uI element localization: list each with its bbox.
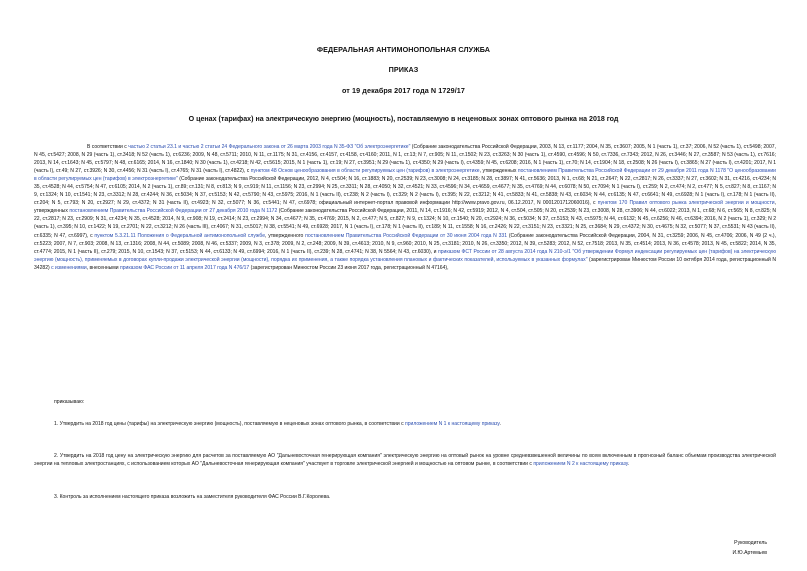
preamble-text-8: (Собрание законодательства Российской Федерации, 2004, N 31, ст.3259; 2006, N 45, ст.4706; 2006, N 49 (2 ч.), ст.5223; 2007, N 7, ст.903; 2008, N 13, ст.1316; 2008, N 44, ст.5089; 2008, N 46, ст.5337; 2009, N 3, ст.378; 2009, N 2, ст.248; 2009, N 39, ст.4613; 2010, N 9, ст.960; 2010, N 25, ст.3181; 2010, N 26, ст.3350; 2012, N 39, ст.5283; 2012, N 52, ст.7518; 2013, N 35, ст.4514; 2013, N 36, ст.4578; 2013, N 45, ст.5822; 2014, N 35, ст.4774; 2015, N 1 (часть II), ст.279; 2015, N 10, ст.1543; N 37, ст.5153; N 44, ст.6133; N 49, ст.6994; 2016, N 1 (часть II), ст.239; N 28, ст.4741; N 38, N 5564; N 43, ст.6030), и [34, 232, 776, 255]
link-appendix-2[interactable]: приложением N 2 к настоящему приказу [533, 461, 628, 468]
signature-role: Руководитель [734, 540, 767, 546]
preamble-text-9: (зарегистрирован Минюстом России 10 октября 2014 года, регистрационный N 34282) [34, 256, 776, 271]
preamble-text-5: , утвержденных [34, 200, 776, 215]
order-item-2 [34, 452, 776, 468]
signature-name: И.Ю.Артемьев [732, 550, 767, 556]
order-word: приказываю: [54, 399, 85, 405]
preamble-text-10: , внесенными [86, 264, 120, 271]
link-fst-order-210e1[interactable]: приказом ФСТ России от 28 августа 2014 года N 210-э/1 "Об утверждении Формул индексации регулируемых цен (тарифов) на электрическую энергию (мощность), применяемых в договорах купли-продажи электрической энергии (мощности), порядка их применения, а также порядка установления плановых и фактических показателей, используемых в указанных формулах" [34, 248, 776, 263]
preamble-text-1: В соответствии с [87, 144, 129, 150]
item2-text: 2. Утвердить на 2018 год цену на электрическую энергию для расчетов за поставляемую АО "Дальневосточная генерирующая компания" электрическую энергию на оптовый рынок на уровне средневзвешенной величины по всем включенным в прогнозный баланс объемам производства электрической энергии на тепловых электростанциях, с использованием которых АО "Дальневосточная генерирующая компания" участвует в торговле электрической энергией и мощностью на оптовом рынке, в соответствии с [34, 453, 776, 468]
link-decree-1172[interactable]: постановлением Правительства Российской Федерации от 27 декабря 2010 года N 1172 [69, 208, 278, 215]
item1-end: . [499, 421, 501, 427]
link-fas-order-476-17[interactable]: приказом ФАС России от 11 апреля 2017 года N 476/17 [120, 264, 250, 271]
document-title: О ценах (тарифах) на электрическую энергию (мощность), поставляемую в неценовых зонах оптового рынка на 2018 год [188, 115, 619, 123]
preamble-text-3: , утвержденных [479, 168, 518, 175]
preamble-paragraph [34, 143, 776, 272]
agency-name: ФЕДЕРАЛЬНАЯ АНТИМОНОПОЛЬНАЯ СЛУЖБА [316, 45, 491, 54]
link-federal-law-35fz[interactable]: частью 2 статьи 23.1 и частью 2 статьи 24 Федерального закона от 26 марта 2003 года N 35-ФЗ "Об электроэнергетике" [128, 144, 411, 150]
preamble-text-11: (зарегистрирован Минюстом России 23 июня 2017 года, регистрационный N 47164), [249, 264, 449, 271]
preamble-text-4: (Собрание законодательства Российской Федерации, 2012, N 4, ст.504; N 16, ст.1883; N 20, ст.2539; N 23, ст.3008; N 24, ст.3185; N 28, ст.3897; N 41, ст.5636; 2013, N 1, ст.68; N 21, ст.2647; N 22, ст.2817; N 26, ст.3337; N 27, ст.3602; N 31, ст.4216, ст.4234; N 35, ст.4528; N 44, ст.5754; N 47, ст.6105; 2014, N 2 (часть 1), ст.89; ст.131; N 8, ст.813; N 9, ст.919; N 11, ст.1156; N 23, ст.2994; N 25, ст.3311; N 28, ст.4050; N 32, ст.4521; N 33, ст.4596; N 34, ст.4659, ст.4677; N 35, ст.4769; N 44, ст.6078; N 50, ст.7094; N 1 (часть I), ст.259; N 2, ст.474; N 2, ст.477; N 5, ст.827; N 8, ст.1167; N 9, ст.1324; N 10, ст.1541; N 23, ст.3312; N 28, ст.4244; N 36, ст.5034; N 37, ст.5153; N 42, ст.5790; N 43, ст.5975; 2016, N 1 (часть II), ст.238; N 2 (часть I), ст.329; N 2 (часть I), ст.395; N 22, ст.3212; N 41, ст.5833; N 41, ст.5838; N 43, ст.6034; N 44, ст.6135; N 47, ст.6641; N 49, ст.6928; N 1 (часть I), ст.178; N 1 (часть II), ст.204; N 5, ст.793; N 20, ст.2927; N 29, ст.4372; N 31 (часть II), ст.4923; N 32, ст.5077; N 36, ст.5441; N 47, ст.6978; официальный интернет-портал правовой информации http://www.pravo.gov.ru, 06.12.2017, N 0001201712060016), с [34, 176, 776, 207]
link-decree-331[interactable]: постановлением Правительства Российской Федерации от 30 июня 2004 года N 331 [305, 232, 508, 239]
link-market-rules-p170[interactable]: пунктом 170 Правил оптового рынка электрической энергии и мощности [597, 200, 775, 207]
document-type: ПРИКАЗ [388, 65, 419, 74]
preamble-text-6: (Собрание законодательства Российской Федерации, 2011, N 14, ст.1916; N 42, ст.5919; 2012, N 4, ст.504, ст.505; N 20, ст.2539; N 23, ст.3008, N 28, ст.3906; N 44, ст.6022; 2013, N 1, ст.68; N 6, ст.565; N 8, ст.825; N 22, ст.2817; N 23, ст.2909; N 31, ст.4234; N 35, ст.4528; 2014, N 9, ст.908; N 19, ст.2414; N 23, ст.2994; N 34, ст.4677; N 35, ст.4769; 2015, N 2, ст.477; N 5, ст.827; N 9, ст.1324; N 10, ст.1540; N 20, ст.2924; N 36, ст.5034; N 37, ст.5153; N 43, ст.5975; N 44, ст.6132; N 45, ст.6256; N 46, ст.6394; 2016, N 2 (часть 1), ст.329; N 2 (часть 1), ст.395; N 10, ст.1422; N 19, ст.2701; N 22, ст.3212; N 26 (часть III), ст.4067; N 31, ст.5017; N 38, ст.5541; N 49, ст.6928; 2017, N 1 (часть I), ст.178; N 1 (часть II), ст.189; N 11, ст.1558; N 16, ст.2426; N 22, ст.3151; N 23, ст.3321; N 25, ст.3684; N 29, ст.4372; N 30, ст.4675; N 32, ст.5077; N 37, ст.5531; N 43 (часть II), ст.6335; N 47, ст.6997), с [34, 208, 776, 239]
document-date: от 19 декабря 2017 года N 1729/17 [341, 86, 465, 95]
item2-end: . [627, 461, 630, 468]
preamble-text-7: , утвержденного [265, 232, 306, 239]
order-item-1 [34, 420, 776, 428]
link-amendments[interactable]: с изменениями [51, 264, 87, 271]
item1-text: 1. Утвердить на 2018 год цены (тарифы) на электрическую энергию (мощность), поставляемую в неценовых зонах оптового рынка, в соответствии с [54, 421, 406, 427]
preamble-text-2: (Собрание законодательства Российской Федерации, 2003, N 13, ст.1177; 2004, N 35, ст.3607; 2005, N 1 (часть 1), ст.37; 2006, N 52 (часть 1), ст.5498; 2007, N 45, ст.5427; 2008, N 29 (часть 1), ст.3418; N 52 (часть 1), ст.6236; 2009, N 48, ст.5711; 2010, N 11, ст.1175; N 31, ст.4156, ст.4157, ст.4158, ст.4160; 2011, N 1, ст.13; N 7, ст.905; N 11, ст.1502; N 23, ст.3263; N 30 (часть 1), ст.4590, ст.4596; N 50, ст.7336, ст.7343; 2012, N 26, ст.3446; N 27, ст.3587; N 53 (часть 1), ст.7616; 2013, N 14, ст.1643; N 45, ст.5797; N 48, ст.6165; 2014, N 16, ст.1840; N 30 (часть 1), ст.4218; N 42, ст.5615; 2015, N 1 (часть 1), ст.19; N 27, ст.3951; N 29 (часть 1), ст.4350; N 29 (часть I), ст.4359; N 45, ст.6208; 2016, N 1 (часть 1), ст.70; N 14, ст.1904; N 18, ст.2508; N 26 (часть I), ст.3865; N 27 (часть I), ст.4201; 2017, N 1 (часть I), ст.49; N 27, ст.3926; N 30, ст.4456; N 31 (часть I), ст.4765; N 31 (часть I), ст.4822), с [34, 144, 776, 175]
link-fas-regulation-p5-3-21-11[interactable]: пунктом 5.3.21.11 Положения о Федеральной антимонопольной службе [94, 232, 266, 239]
order-item-3: 3. Контроль за исполнением настоящего приказа возложить на заместителя руководителя ФАС России В.Г.Королева. [54, 494, 331, 500]
link-appendix-1[interactable]: приложением N 1 к настоящему приказу [405, 421, 500, 427]
link-decree-1178[interactable]: постановлением Правительства Российской Федерации от 29 декабря 2011 года N 1178 "О ценообразовании в области регулируемых цен (тарифов) в электроэнергетике" [34, 168, 776, 183]
link-pricing-basics-p48[interactable]: пунктом 48 Основ ценообразования в области регулируемых цен (тарифов) в электроэнергетике [250, 168, 480, 175]
